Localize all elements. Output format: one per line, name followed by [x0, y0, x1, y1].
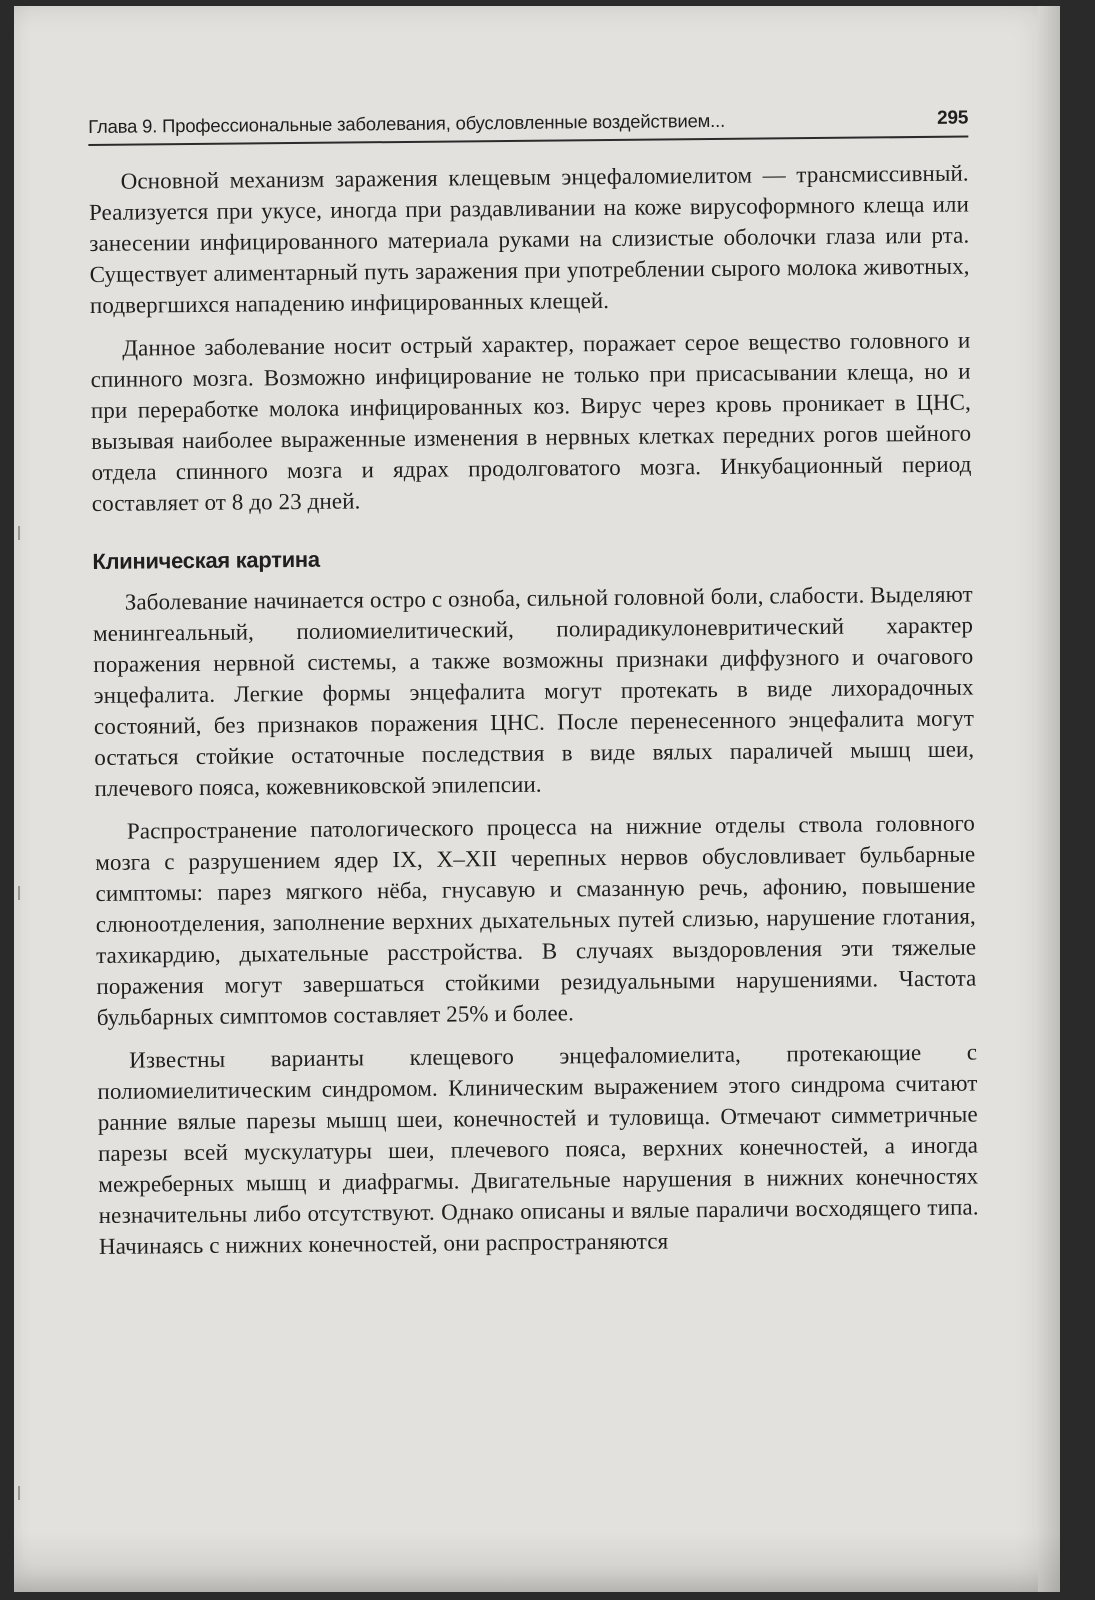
- body-text: [89, 158, 979, 1262]
- paragraph: Данное заболевание носит острый характер, поражает серое вещество головного и спинного мозга. Возможно инфицирование не только при присасывании клеща, но и при переработке молока инфицированных коз. Вирус через кровь проникает в ЦНС, вызывая наиболее выраженные изменения в нервных клетках передних рогов шейного отдела спинного мозга и ядрах продолговатого мозга. Инкубационный период составляет от 8 до 23 дней.: [90, 327, 972, 516]
- paragraph: Известны варианты клещевого энцефаломиелита, протекающие с полиомиелитическим синдромом. Клиническим выражением этого синдрома считают ранние вялые парезы мышц шеи, конечностей и туловища. Отмечают симметричные парезы всей мускулатуры шеи, плечевого пояса, верхних конечностей, а иногда межреберных мышц и диафрагмы. Двигательные нарушения в нижних конечностях незначительны либо отсутствуют. Однако описаны и вялые параличи восходящего типа. Начинаясь с нижних конечностей, они распространяются: [97, 1039, 979, 1259]
- gutter-mark: [18, 1486, 20, 1500]
- page-shadow: [14, 1532, 1060, 1592]
- page-number: 295: [936, 107, 969, 129]
- gutter-mark: [18, 886, 20, 900]
- book-page: [14, 6, 1060, 1592]
- running-head: [88, 98, 968, 146]
- gutter-mark: [18, 526, 20, 540]
- paragraph: Распространение патологического процесса на нижние отделы ствола головного мозга с разрушением ядер IX, X–XII черепных нервов обусловливает бульбарные симптомы: парез мягкого нёба, гнусавую и смазанную речь, афонию, повышение слюноотделения, заполнение верхних дыхательных путей слизью, нарушение глотания, тахикардию, дыхательные расстройства. В случаях выздоровления эти тяжелые поражения могут завершаться стойкими резидуальными нарушениями. Частота бульбарных симптомов составляет 25% и более.: [95, 810, 977, 1030]
- text-block: [88, 98, 979, 1274]
- chapter-title: Глава 9. Профессиональные заболевания, обусловленные воздействием...: [88, 109, 726, 137]
- page-edge: [1038, 6, 1060, 1592]
- paragraph: Основной механизм заражения клещевым энцефаломиелитом — трансмиссивный. Реализуется при укусе, иногда при раздавливании на коже вирусоформного клеща или занесении инфицированного материала руками на слизистые оболочки глаза или рта. Существует алиментарный путь заражения при употреблении сырого молока животных, подвергшихся нападению инфицированных клещей.: [88, 160, 970, 318]
- section-heading: Клиническая картина: [92, 546, 320, 574]
- paragraph: Заболевание начинается остро с озноба, сильной головной боли, слабости. Выделяют менингеальный, полиомиелитический, полирадикулоневритический характер поражения нервной системы, а также возможны признаки диффузного и очагового энцефалита. Легкие формы энцефалита могут протекать в виде лихорадочных состояний, без признаков поражения ЦНС. После перенесенного энцефалита могут остаться стойкие остаточные последствия в виде вялых параличей мышц шеи, плечевого пояса, кожевниковской эпилепсии.: [92, 581, 975, 801]
